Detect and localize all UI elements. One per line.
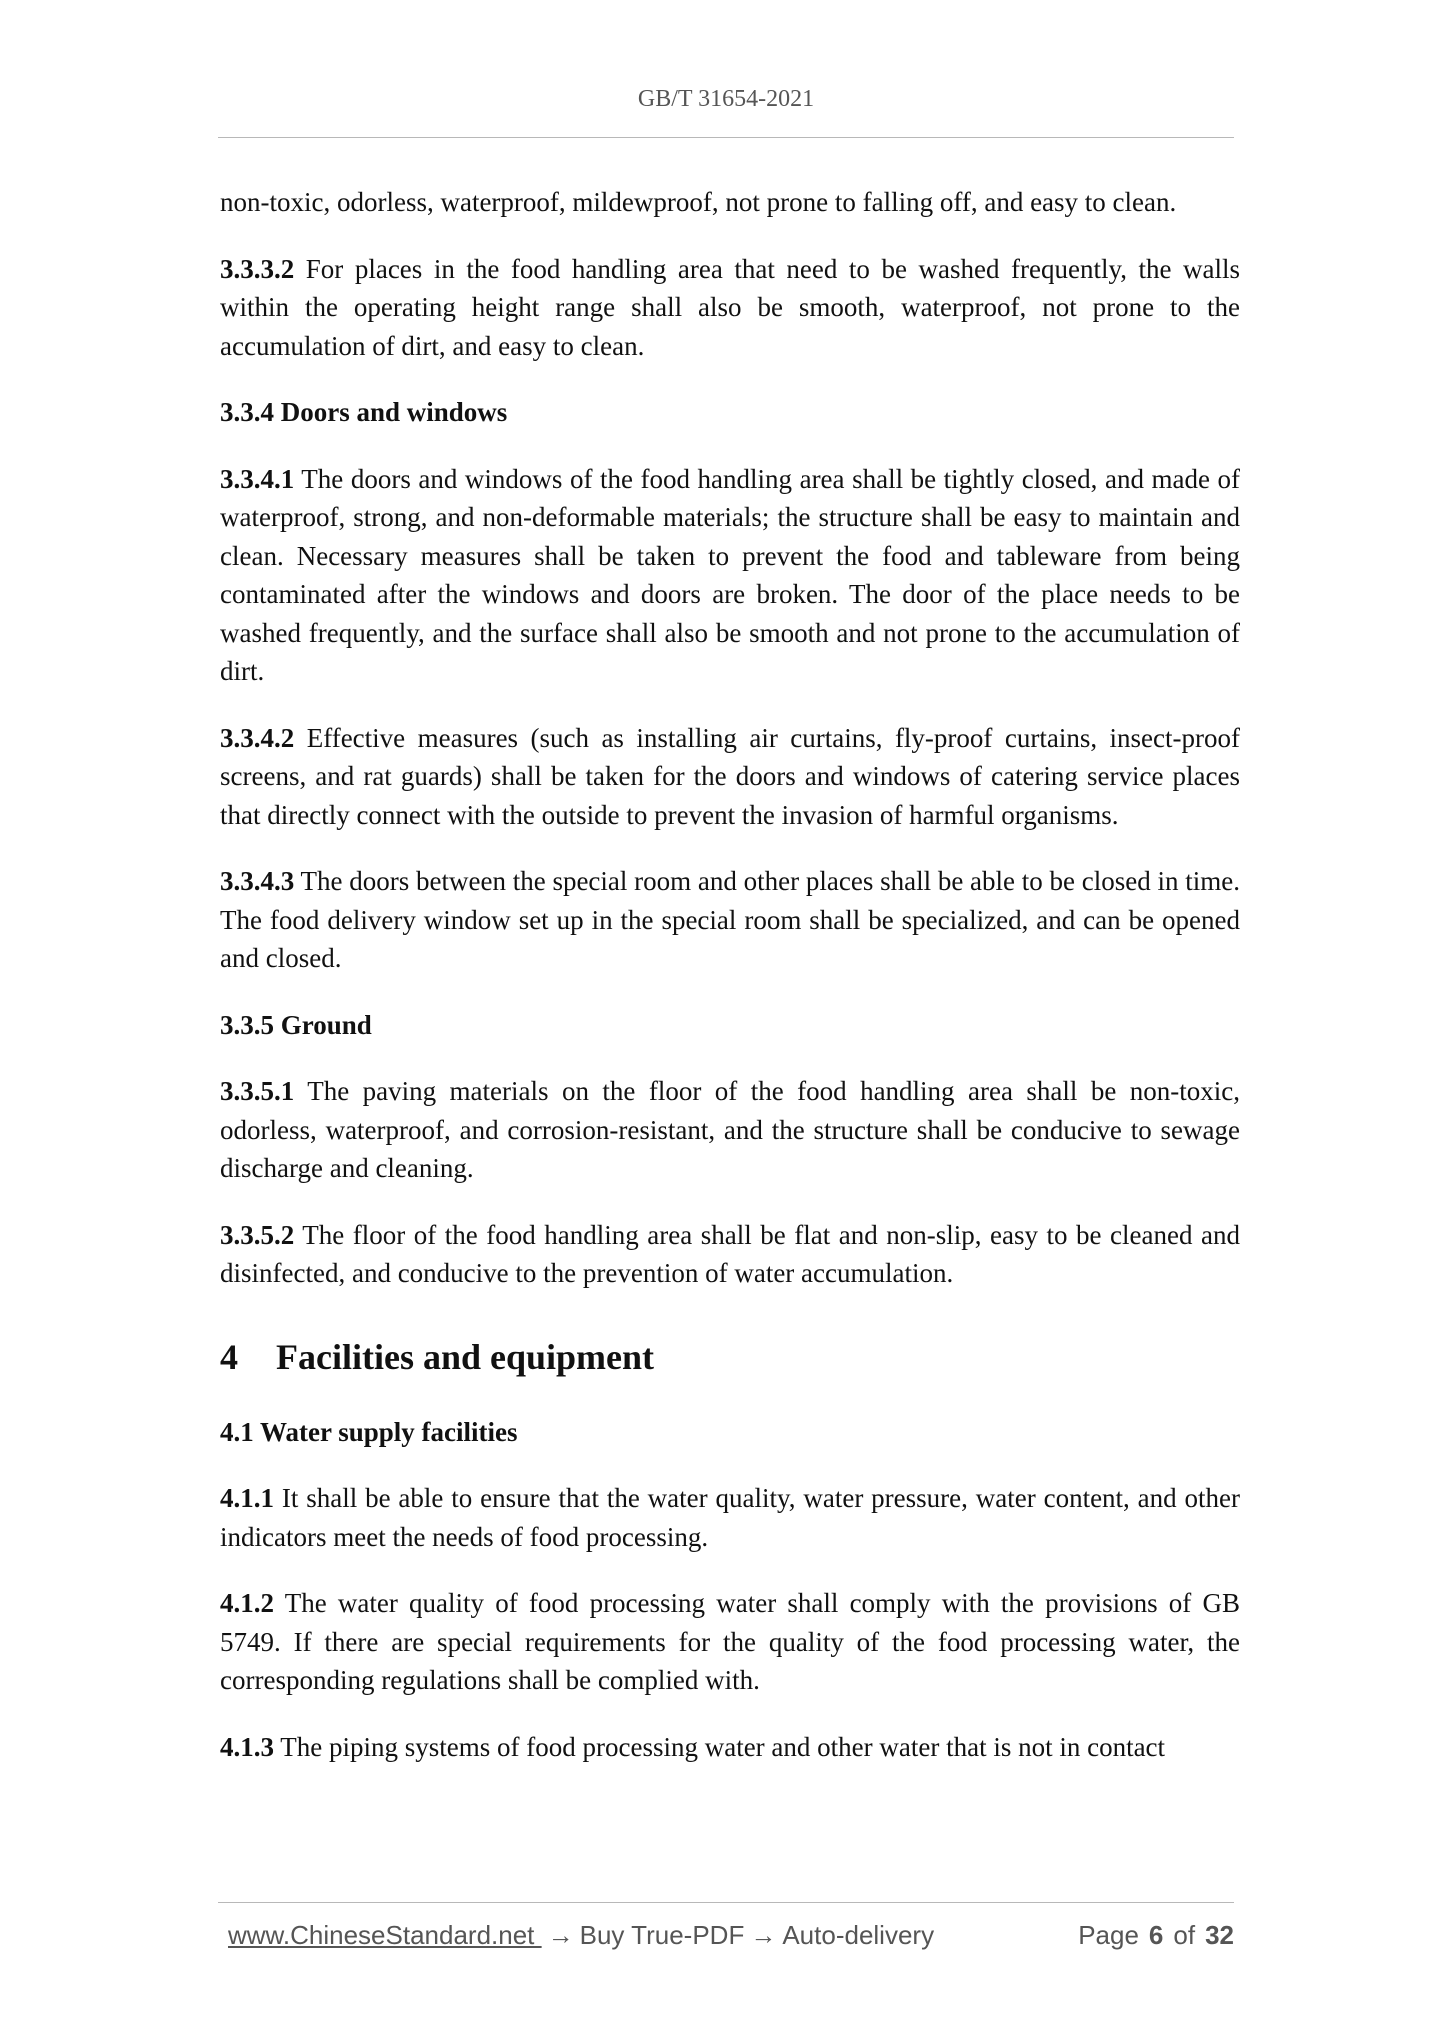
auto-delivery-text: Auto-delivery (782, 1920, 935, 1950)
section-title: Facilities and equipment (276, 1336, 655, 1377)
continued-paragraph: non-toxic, odorless, waterproof, mildewproof, not prone to falling off, and easy to clean. (220, 187, 1177, 217)
heading-3-3-4: 3.3.4 Doors and windows (220, 397, 508, 427)
clause-text: The floor of the food handling area shall be flat and non-slip, easy to be cleaned and disinfected, and conducive to the prevention of water accumulation. (220, 1219, 1240, 1288)
clause-3-3-3-2 (220, 250, 1240, 366)
clause-text: The piping systems of food processing water and other water that is not in contact (274, 1731, 1166, 1762)
clause-number: 3.3.5.2 (220, 1219, 295, 1250)
current-page: 6 (1148, 1920, 1164, 1950)
clause-3-3-5-1 (220, 1072, 1240, 1188)
clause-text: It shall be able to ensure that the water quality, water pressure, water content, and other indicators meet the needs of food processing. (220, 1483, 1240, 1552)
site-link[interactable]: www.ChineseStandard.net (228, 1920, 542, 1950)
clause-text: Effective measures (such as installing air curtains, fly-proof curtains, insect-proof screens, and rat guards) shall be taken for the doors and windows of catering service places that directly connect with the outside to prevent the invasion of harmful organisms. (220, 722, 1240, 830)
clause-text: The paving materials on the floor of the food handling area shall be non-toxic, odorless, waterproof, and corrosion-resistant, and the structure shall be conducive to sewage discharge and cleaning. (220, 1076, 1240, 1183)
clause-number: 4.1.3 (220, 1731, 274, 1762)
heading-3-3-5: 3.3.5 Ground (220, 1009, 372, 1040)
clause-number: 4.1.2 (220, 1588, 274, 1618)
arrow-right-icon: → (547, 1920, 574, 1950)
total-pages: 32 (1205, 1920, 1234, 1950)
clause-4-1-3 (220, 1728, 1240, 1767)
clause-3-3-4-2 (220, 719, 1240, 835)
page-label: Page (1078, 1920, 1139, 1950)
clause-number: 3.3.4.1 (220, 463, 295, 494)
page-counter (1078, 1920, 1234, 1951)
clause-4-1-1 (220, 1479, 1240, 1556)
header-divider (218, 137, 1234, 138)
clause-number: 3.3.5.1 (220, 1076, 295, 1106)
heading-4 (220, 1335, 1240, 1379)
clause-number: 3.3.4.2 (220, 722, 295, 753)
clause-3-3-4-1 (220, 460, 1240, 691)
clause-number: 3.3.4.3 (220, 866, 295, 896)
clause-text: The water quality of food processing water shall comply with the provisions of GB 5749. If there are special requirements for the quality of the food processing water, the corresponding regulations shall be complied with. (220, 1588, 1240, 1695)
page-footer (228, 1920, 1234, 1956)
section-number: 4 (220, 1336, 238, 1377)
clause-number: 4.1.1 (220, 1483, 274, 1513)
clause-text: The doors and windows of the food handling area shall be tightly closed, and made of waterproof, strong, and non-deformable materials; the structure shall be easy to maintain and clean. Necessary measures shall be taken to prevent the food and tableware from being contaminated after the windows and doors are broken. The door of the place needs to be washed frequently, and the surface shall also be smooth and not prone to the accumulation of dirt. (220, 463, 1240, 686)
footer-promo (228, 1920, 934, 1951)
page-content (220, 183, 1240, 1794)
clause-text: The doors between the special room and other places shall be able to be closed in time. The food delivery window set up in the special room shall be specialized, and can be opened and closed. (220, 866, 1240, 973)
clause-4-1-2 (220, 1584, 1240, 1700)
footer-divider (218, 1902, 1234, 1903)
page-header-title: GB/T 31654-2021 (637, 86, 815, 112)
clause-number: 3.3.3.2 (220, 253, 295, 284)
buy-true-pdf-link[interactable]: Buy True-PDF (579, 1920, 745, 1950)
clause-3-3-5-2 (220, 1216, 1240, 1293)
of-label: of (1173, 1920, 1196, 1950)
arrow-right-icon: → (750, 1920, 777, 1950)
clause-3-3-4-3 (220, 862, 1240, 978)
clause-text: For places in the food handling area that need to be washed frequently, the walls within the operating height range shall also be smooth, waterproof, not prone to the accumulation of dirt, and easy to clean. (220, 253, 1240, 361)
heading-4-1: 4.1 Water supply facilities (220, 1416, 518, 1447)
